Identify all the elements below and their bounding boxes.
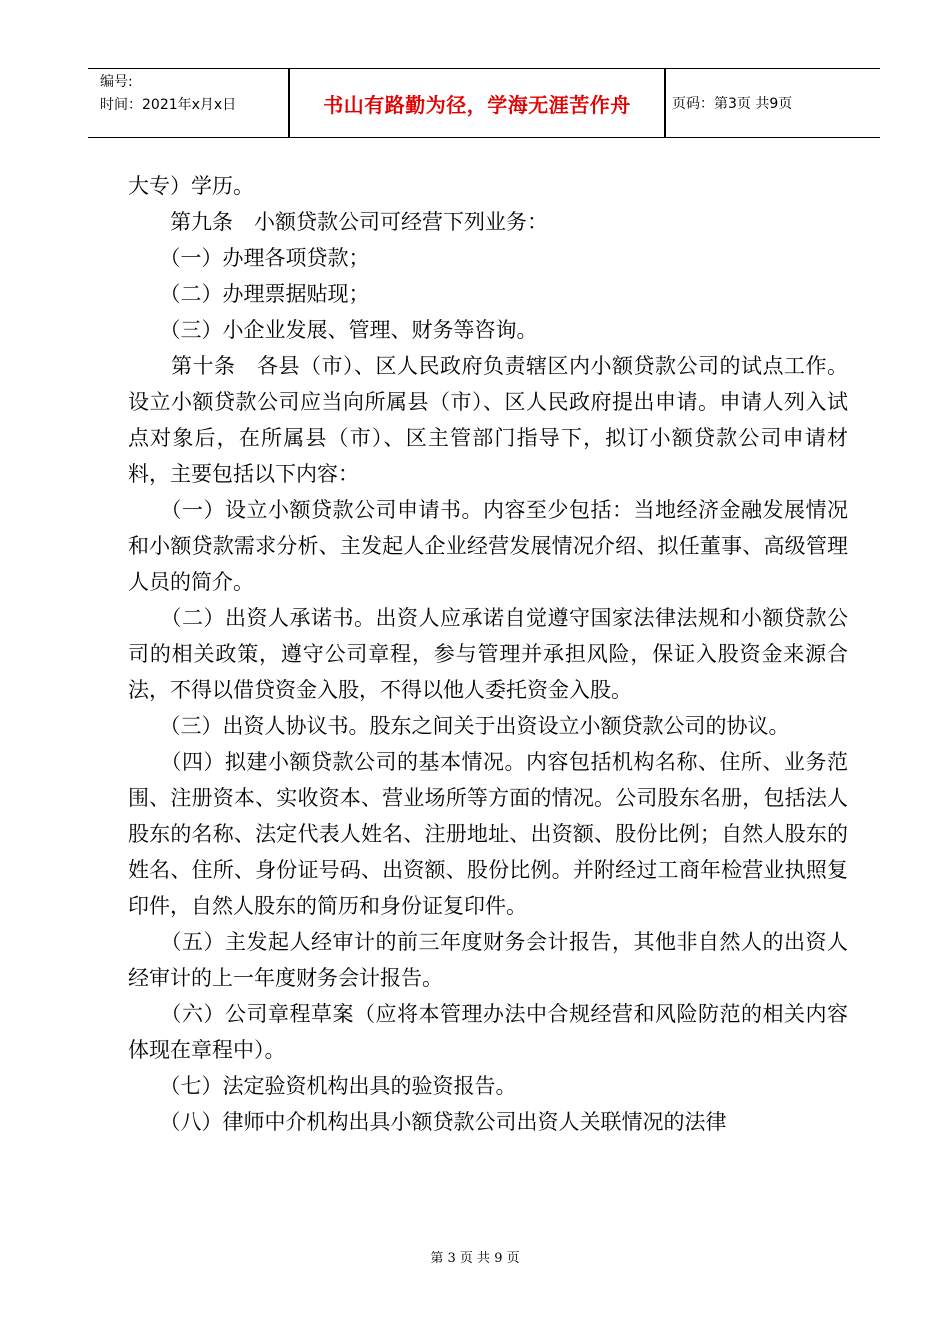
paragraph: （三）出资人协议书。股东之间关于出资设立小额贷款公司的协议。: [128, 714, 790, 738]
paragraph: （二）出资人承诺书。出资人应承诺自觉遵守国家法律法规和小额贷款公司的相关政策，遵守公司章程，参与管理并承担风险，保证入股资金来源合法，不得以借贷资金入股，不得以他人委托资金入股。: [128, 606, 848, 702]
header-divider: [664, 69, 666, 137]
paragraph: （一）办理各项贷款；: [128, 246, 370, 270]
paragraph: （六）公司章程草案（应将本管理办法中合规经营和风险防范的相关内容体现在章程中）。: [128, 1002, 848, 1062]
paragraph: （七）法定验资机构出具的验资报告。: [128, 1074, 517, 1098]
header-meta: [100, 71, 290, 117]
document-body: [128, 168, 848, 1140]
paragraph: （八）律师中介机构出具小额贷款公司出资人关联情况的法律: [128, 1110, 727, 1134]
paragraph: 大专）学历。: [128, 174, 254, 198]
document-header: [88, 68, 880, 138]
paragraph: （四）拟建小额贷款公司的基本情况。内容包括机构名称、住所、业务范围、注册资本、实收资本、营业场所等方面的情况。公司股东名册，包括法人股东的名称、法定代表人姓名、注册地址、出资额、股份比例；自然人股东的姓名、住所、身份证号码、出资额、股份比例。并附经过工商年检营业执照复印件，自然人股东的简历和身份证复印件。: [128, 750, 848, 918]
header-motto: 书山有路勤为径，学海无涯苦作舟: [323, 92, 631, 117]
paragraph: （三）小企业发展、管理、财务等咨询。: [128, 318, 538, 342]
header-page-number: 页码：第3页 共9页: [672, 96, 793, 112]
paragraph: 第十条 各县（市）、区人民政府负责辖区内小额贷款公司的试点工作。设立小额贷款公司应当向所属县（市）、区人民政府提出申请。申请人列入试点对象后，在所属县（市）、区主管部门指导下，拟订小额贷款公司申请材料，主要包括以下内容：: [128, 354, 848, 486]
page-footer: 第 3 页 共 9 页: [430, 1251, 520, 1266]
paragraph: （二）办理票据贴现；: [128, 282, 370, 306]
date-label: 时间：2021年x月x日: [100, 97, 237, 113]
serial-number-label: 编号:: [100, 74, 133, 90]
paragraph: （一）设立小额贷款公司申请书。内容至少包括：当地经济金融发展情况和小额贷款需求分析、主发起人企业经营发展情况介绍、拟任董事、高级管理人员的简介。: [128, 498, 848, 594]
paragraph: （五）主发起人经审计的前三年度财务会计报告，其他非自然人的出资人经审计的上一年度财务会计报告。: [128, 930, 848, 990]
paragraph: 第九条 小额贷款公司可经营下列业务：: [128, 210, 548, 234]
